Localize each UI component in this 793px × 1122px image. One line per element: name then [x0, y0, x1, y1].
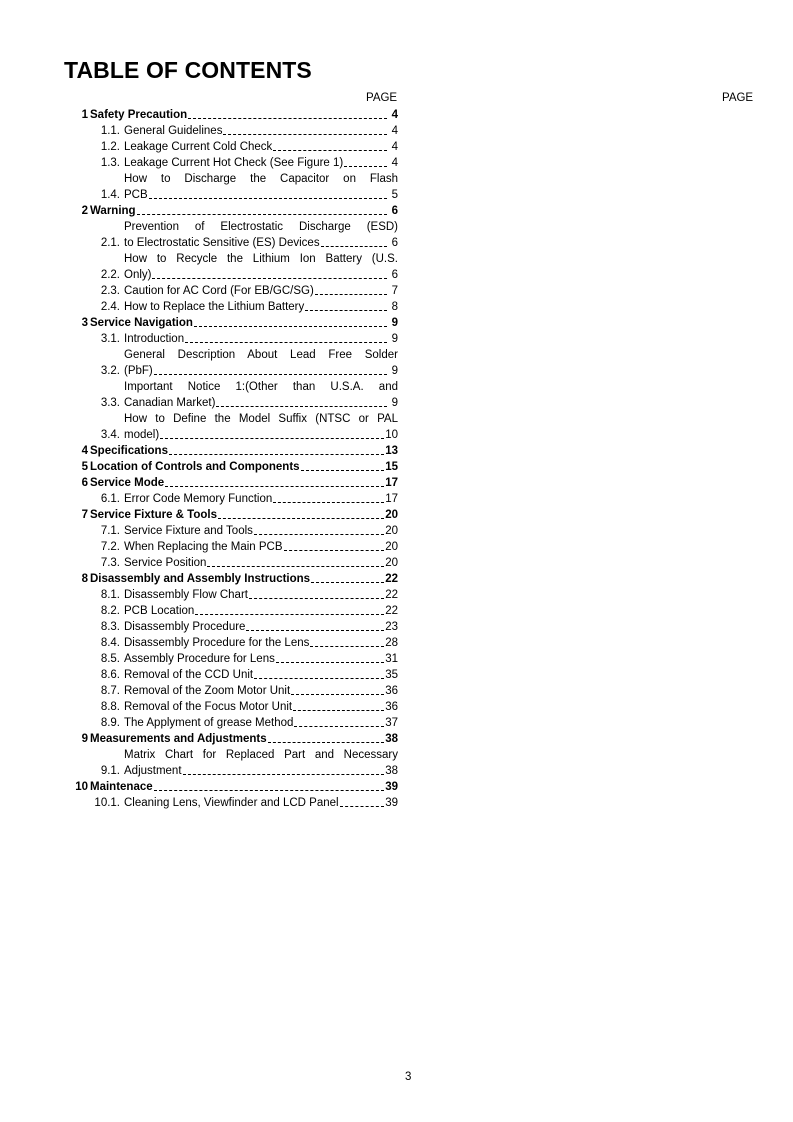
toc-entry-title: Matrix Chart for Replaced Part and Necessary [124, 749, 398, 761]
toc-entry-title: General Description About Lead Free Solder [124, 349, 398, 361]
dot-leader [311, 582, 384, 583]
toc-entry-title: How to Replace the Lithium Battery [124, 301, 305, 313]
toc-entry-page: 22 [385, 605, 398, 617]
toc-entry-page: 36 [385, 685, 398, 697]
dot-leader [284, 550, 385, 551]
toc-entry-number: 1.1. [100, 125, 120, 137]
toc-subsection-entry[interactable] [74, 347, 398, 379]
toc-entry-page: 6 [391, 237, 398, 249]
toc-section-entry[interactable] [74, 507, 398, 523]
toc-entry-title: to Electrostatic Sensitive (ES) Devices [124, 237, 320, 249]
toc-entry-number: 7.3. [100, 557, 120, 569]
toc-subsection-entry[interactable] [74, 795, 398, 811]
toc-entry-page: 7 [391, 285, 398, 297]
toc-entry-title: Only) [124, 269, 152, 281]
dot-leader [305, 310, 387, 311]
toc-entry-page: 36 [385, 701, 398, 713]
toc-entry-title: PCB [124, 189, 148, 201]
toc-subsection-entry[interactable] [74, 155, 398, 171]
page-column-label-right: PAGE [722, 92, 754, 104]
toc-entry-page: 35 [385, 669, 398, 681]
toc-entry-title: Warning [90, 205, 136, 217]
toc-entry-title: Canadian Market) [124, 397, 216, 409]
toc-entry-number: 8.2. [100, 605, 120, 617]
toc-entry-title: Specifications [90, 445, 168, 457]
toc-subsection-entry[interactable] [74, 411, 398, 443]
toc-entry-page: 8 [391, 301, 398, 313]
toc-subsection-entry[interactable] [74, 539, 398, 555]
dot-leader [152, 278, 387, 279]
page-number: 3 [405, 1071, 412, 1083]
dot-leader [293, 710, 384, 711]
toc-section-entry[interactable] [74, 731, 398, 747]
toc-entry-number: 1.2. [100, 141, 120, 153]
toc-entry-page: 6 [391, 205, 398, 217]
dot-leader [185, 342, 387, 343]
toc-entry-page: 4 [391, 141, 398, 153]
toc-entry-title: Error Code Memory Function [124, 493, 273, 505]
toc-entry-number: 8.6. [100, 669, 120, 681]
toc-entry-page: 20 [385, 525, 398, 537]
toc-subsection-entry[interactable] [74, 219, 398, 251]
toc-entry-number: 3.1. [100, 333, 120, 345]
toc-entry-page: 38 [385, 733, 398, 745]
toc-subsection-entry[interactable] [74, 747, 398, 779]
toc-entry-page: 9 [391, 317, 398, 329]
toc-subsection-entry[interactable] [74, 699, 398, 715]
toc-subsection-entry[interactable] [74, 555, 398, 571]
toc-entry-page: 4 [391, 125, 398, 137]
toc-section-entry[interactable] [74, 459, 398, 475]
dot-leader [137, 214, 387, 215]
toc-entry-title: Caution for AC Cord (For EB/GC/SG) [124, 285, 314, 297]
toc-subsection-entry[interactable] [74, 283, 398, 299]
toc-section-entry[interactable] [74, 315, 398, 331]
toc-entry-title: (PbF) [124, 365, 153, 377]
toc-entry-title: Safety Precaution [90, 109, 188, 121]
dot-leader [315, 294, 387, 295]
toc-entry-number: 7.2. [100, 541, 120, 553]
toc-entry-page: 17 [385, 493, 398, 505]
dot-leader [160, 438, 384, 439]
toc-section-entry[interactable] [74, 571, 398, 587]
dot-leader [340, 806, 385, 807]
toc-entry-title: PCB Location [124, 605, 195, 617]
toc-entry-page: 15 [385, 461, 398, 473]
toc-entry-title: When Replacing the Main PCB [124, 541, 283, 553]
toc-subsection-entry[interactable] [74, 491, 398, 507]
toc-entry-page: 20 [385, 557, 398, 569]
toc-subsection-entry[interactable] [74, 603, 398, 619]
toc-entry-number: 8.3. [100, 621, 120, 633]
toc-entry-title: Adjustment [124, 765, 182, 777]
toc-entry-title: Leakage Current Hot Check (See Figure 1) [124, 157, 344, 169]
toc-entry-title: Disassembly Procedure [124, 621, 246, 633]
dot-leader [218, 518, 384, 519]
toc-entry-title: Disassembly and Assembly Instructions [90, 573, 311, 585]
toc-entry-number: 3.2. [100, 365, 120, 377]
dot-leader [246, 630, 384, 631]
toc-entry-title: Service Fixture and Tools [124, 525, 253, 537]
dot-leader [344, 166, 387, 167]
toc-entry-title: Disassembly Procedure for the Lens [124, 637, 310, 649]
dot-leader [149, 198, 387, 199]
toc-section-entry[interactable] [74, 475, 398, 491]
toc-entry-number: 6 [81, 477, 88, 489]
dot-leader [194, 326, 387, 327]
toc-subsection-entry[interactable] [74, 299, 398, 315]
toc-entry-page: 9 [391, 397, 398, 409]
toc-entry-number: 3 [81, 317, 88, 329]
page-title: TABLE OF CONTENTS [64, 57, 312, 83]
toc-entry-title: Assembly Procedure for Lens [124, 653, 275, 665]
dot-leader [254, 534, 384, 535]
toc-entry-page: 9 [391, 333, 398, 345]
toc-entry-page: 22 [385, 589, 398, 601]
dot-leader [276, 662, 384, 663]
dot-leader [301, 470, 385, 471]
toc-entry-number: 8.7. [100, 685, 120, 697]
toc-entry-title: Disassembly Flow Chart [124, 589, 248, 601]
dot-leader [291, 694, 384, 695]
toc-entry-page: 20 [385, 509, 398, 521]
toc-entry-number: 10.1. [94, 797, 120, 809]
toc-entry-number: 7.1. [100, 525, 120, 537]
toc-entry-page: 5 [391, 189, 398, 201]
toc-entry-page: 4 [391, 109, 398, 121]
toc-entry-number: 2.2. [100, 269, 120, 281]
toc-entry-number: 8 [81, 573, 88, 585]
toc-entry-number: 1.4. [100, 189, 120, 201]
toc-entry-page: 9 [391, 365, 398, 377]
toc-entry-page: 39 [385, 797, 398, 809]
toc-entry-title: Service Position [124, 557, 207, 569]
toc-entry-number: 4 [81, 445, 88, 457]
toc-subsection-entry[interactable] [74, 635, 398, 651]
toc-entry-number: 8.9. [100, 717, 120, 729]
toc-entry-number: 1 [81, 109, 88, 121]
dot-leader [254, 678, 384, 679]
toc-entry-number: 8.1. [100, 589, 120, 601]
toc-subsection-entry[interactable] [74, 171, 398, 203]
toc-subsection-entry[interactable] [74, 683, 398, 699]
toc-section-entry[interactable] [74, 107, 398, 123]
toc-entry-title: The Applyment of grease Method [124, 717, 294, 729]
toc-entry-title: Location of Controls and Components [90, 461, 300, 473]
toc-entry-page: 20 [385, 541, 398, 553]
toc-entry-number: 3.3. [100, 397, 120, 409]
dot-leader [154, 790, 385, 791]
toc-subsection-entry[interactable] [74, 139, 398, 155]
toc-subsection-entry[interactable] [74, 715, 398, 731]
toc-entry-title: Removal of the Focus Motor Unit [124, 701, 293, 713]
toc-entry-title: Prevention of Electrostatic Discharge (ESD) [124, 221, 398, 233]
toc-entry-page: 22 [385, 573, 398, 585]
dot-leader [273, 150, 387, 151]
dot-leader [321, 246, 387, 247]
toc-entry-title: General Guidelines [124, 125, 223, 137]
toc-entry-title: Service Fixture & Tools [90, 509, 217, 521]
toc-subsection-entry[interactable] [74, 523, 398, 539]
toc-entry-title: Service Navigation [90, 317, 193, 329]
toc-entry-title: Maintenace [90, 781, 153, 793]
dot-leader [273, 502, 384, 503]
toc-entry-number: 10 [75, 781, 88, 793]
toc-entry-title: Leakage Current Cold Check [124, 141, 273, 153]
toc-entry-page: 4 [391, 157, 398, 169]
toc-section-entry[interactable] [74, 443, 398, 459]
toc-entry-page: 6 [391, 269, 398, 281]
toc-entry-page: 28 [385, 637, 398, 649]
toc-entry-title: Measurements and Adjustments [90, 733, 267, 745]
toc-entry-number: 7 [81, 509, 88, 521]
toc-entry-number: 1.3. [100, 157, 120, 169]
toc-entry-page: 17 [385, 477, 398, 489]
toc-entry-title: How to Discharge the Capacitor on Flash [124, 173, 398, 185]
toc-subsection-entry[interactable] [74, 619, 398, 635]
toc-entry-number: 8.4. [100, 637, 120, 649]
toc-entry-title: Introduction [124, 333, 185, 345]
dot-leader [268, 742, 385, 743]
dot-leader [183, 774, 385, 775]
toc-entry-title: Removal of the CCD Unit [124, 669, 254, 681]
toc-subsection-entry[interactable] [74, 667, 398, 683]
toc-entry-title: Removal of the Zoom Motor Unit [124, 685, 291, 697]
toc-section-entry[interactable] [74, 203, 398, 219]
toc-entry-number: 2 [81, 205, 88, 217]
dot-leader [207, 566, 384, 567]
dot-leader [154, 374, 387, 375]
toc-entry-number: 2.1. [100, 237, 120, 249]
toc-entry-title: How to Recycle the Lithium Ion Battery (U.S. [124, 253, 398, 265]
dot-leader [169, 454, 384, 455]
dot-leader [195, 614, 384, 615]
toc-entry-title: model) [124, 429, 160, 441]
toc-subsection-entry[interactable] [74, 251, 398, 283]
toc-entry-title: Cleaning Lens, Viewfinder and LCD Panel [124, 797, 339, 809]
page-column-label-left: PAGE [366, 92, 398, 104]
toc-subsection-entry[interactable] [74, 123, 398, 139]
toc-entry-number: 8.5. [100, 653, 120, 665]
toc-entry-page: 31 [385, 653, 398, 665]
toc-subsection-entry[interactable] [74, 331, 398, 347]
toc-entry-number: 9.1. [100, 765, 120, 777]
dot-leader [216, 406, 387, 407]
toc-subsection-entry[interactable] [74, 587, 398, 603]
toc-entry-page: 10 [385, 429, 398, 441]
dot-leader [310, 646, 384, 647]
toc-entry-page: 39 [385, 781, 398, 793]
toc-entry-page: 38 [385, 765, 398, 777]
toc-entry-number: 3.4. [100, 429, 120, 441]
toc-entry-page: 13 [385, 445, 398, 457]
toc-subsection-entry[interactable] [74, 651, 398, 667]
dot-leader [165, 486, 384, 487]
toc-entry-number: 2.4. [100, 301, 120, 313]
toc-entry-number: 9 [81, 733, 88, 745]
toc-entry-number: 5 [81, 461, 88, 473]
toc-entry-title: How to Define the Model Suffix (NTSC or PAL [124, 413, 398, 425]
toc-entry-page: 37 [385, 717, 398, 729]
dot-leader [249, 598, 384, 599]
toc-entry-number: 2.3. [100, 285, 120, 297]
toc-entry-number: 8.8. [100, 701, 120, 713]
dot-leader [294, 726, 384, 727]
dot-leader [223, 134, 387, 135]
table-of-contents-list [74, 107, 398, 811]
toc-entry-title: Important Notice 1:(Other than U.S.A. and [124, 381, 398, 393]
toc-section-entry[interactable] [74, 779, 398, 795]
toc-entry-page: 23 [385, 621, 398, 633]
toc-entry-number: 6.1. [100, 493, 120, 505]
toc-subsection-entry[interactable] [74, 379, 398, 411]
dot-leader [188, 118, 387, 119]
toc-entry-title: Service Mode [90, 477, 165, 489]
